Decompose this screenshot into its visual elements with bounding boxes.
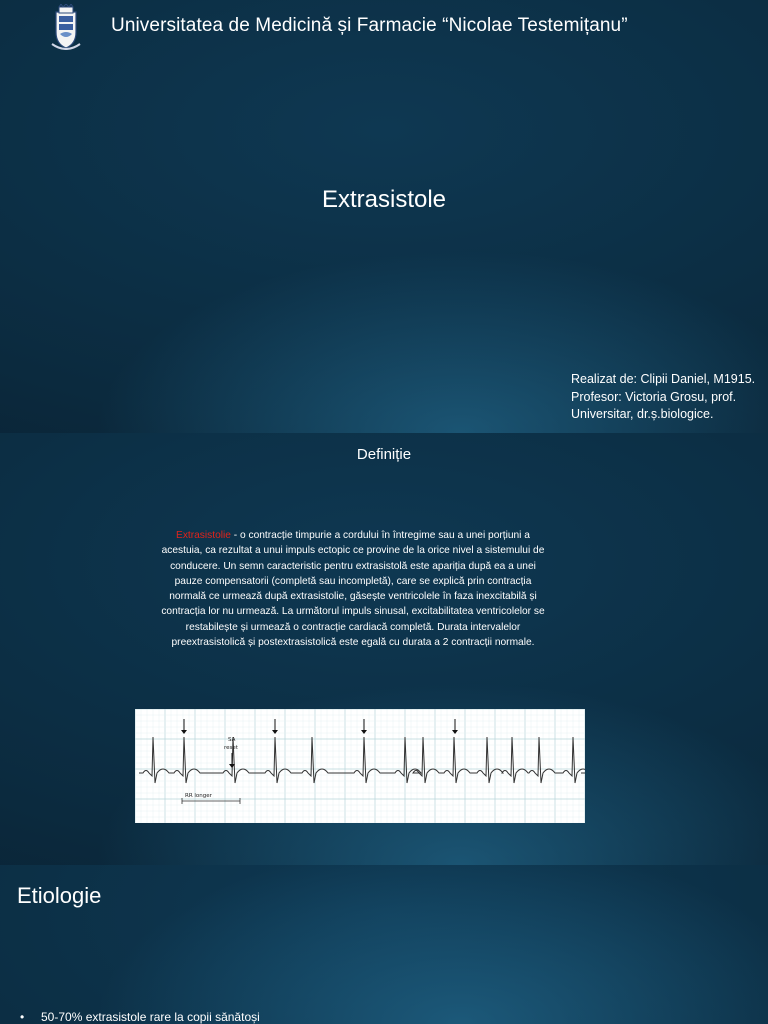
credit-line: Profesor: Victoria Grosu, prof.	[571, 389, 737, 404]
author-credits	[571, 371, 755, 424]
ecg-label-sa: SA	[228, 737, 236, 743]
ecg-strip	[135, 709, 585, 823]
ecg-label-rr: RR longer	[185, 793, 212, 799]
ecg-grid	[135, 709, 585, 823]
definition-paragraph	[160, 528, 546, 650]
title-slide	[0, 0, 768, 433]
university-name: Universitatea de Medicină și Farmacie “Nicolae Testemițanu”	[111, 15, 628, 36]
etiology-list	[20, 1010, 260, 1024]
credit-line: Universitar, dr.ș.biologice.	[571, 407, 714, 421]
university-crest-icon	[50, 4, 82, 50]
definition-body: - o contracție timpurie a cordului în întregime sau a unei porțiuni a acestuia, ca rezultat a unui impuls ectopic ce provine de la orice nivel a sistemului de conducere. Un semn caracteristic pentru extrasistolă este apariția după ea a unei pauze compensatorii (completă sau incompletă), care se explică prin contracția normală ce urmează după extrasistolie, găsește ventricolele în faza inexcitabilă și contracția lor nu urmează. La următorul impuls sinusal, excitabilitatea ventricolelor se restabilește și urmează o contracție cardiacă completă. Durata intervalelor preextrasistolică și postextrasistolică este egală cu durata a 2 contracții normale.	[161, 530, 545, 649]
presentation-title: Extrasistole	[321, 186, 447, 213]
ecg-strip-image	[135, 709, 585, 823]
definition-slide	[0, 433, 768, 865]
ecg-trace	[139, 737, 585, 783]
ecg-label-reset: reset	[224, 745, 238, 751]
list-item-text: 50-70% extrasistole rare la copii sănătoși	[41, 1010, 260, 1024]
etiology-slide	[0, 865, 768, 1024]
arrow-head-icon	[181, 730, 187, 734]
list-item	[20, 1010, 260, 1024]
slide-heading: Etiologie	[17, 883, 102, 908]
credit-line: Realizat de: Clipii Daniel, M1915.	[571, 372, 756, 386]
arrow-head-icon	[361, 730, 367, 734]
ecg-arrows	[181, 719, 458, 768]
highlighted-term: Extrasistolie	[176, 530, 231, 541]
slide-heading: Definiție	[356, 446, 412, 463]
bullet-icon: •	[20, 1010, 25, 1024]
